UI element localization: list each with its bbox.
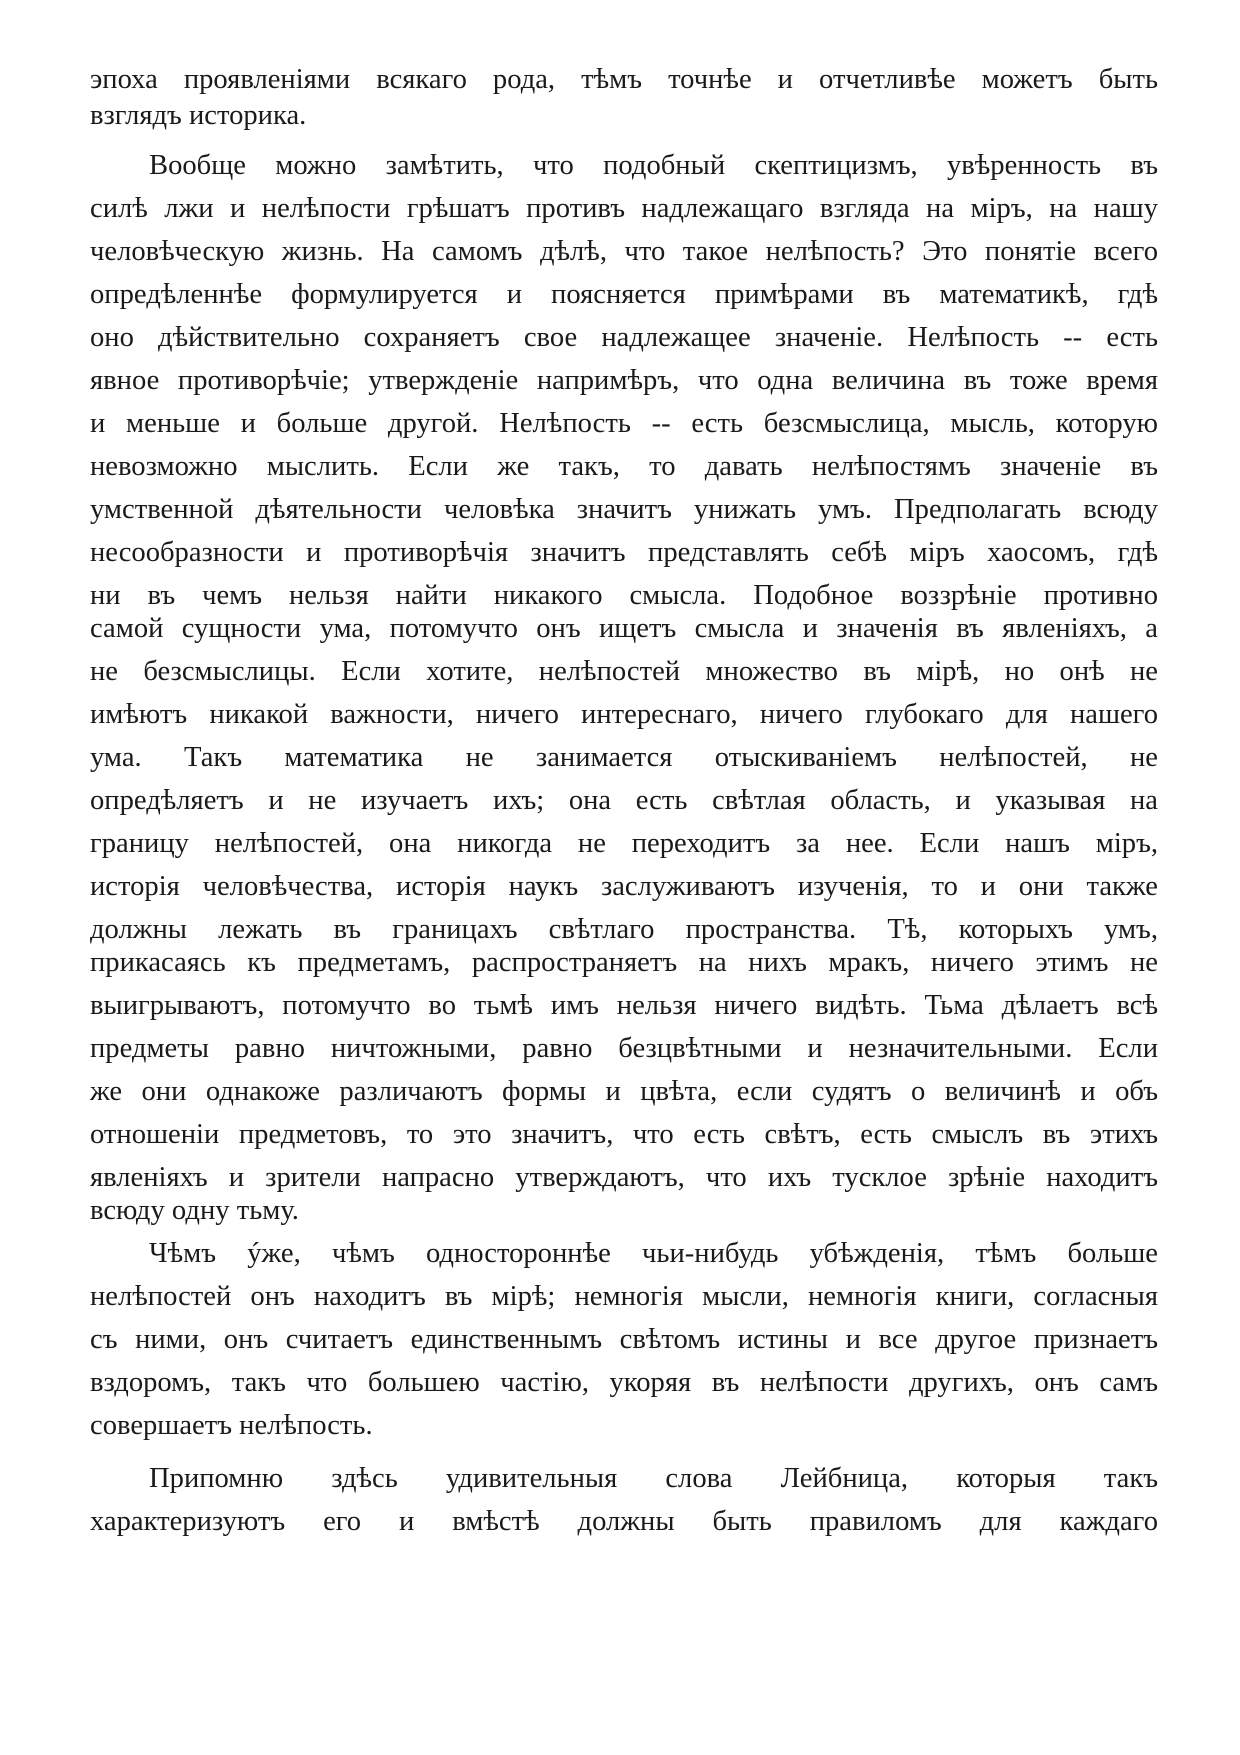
text-line: и меньше и больше другой. Нелѣпость -- есть безсмыслица, мысль, которую (90, 408, 1158, 439)
text-line: несообразности и противорѣчія значитъ представлять себѣ міръ хаосомъ, гдѣ (90, 537, 1158, 568)
document-page (90, 62, 1158, 1543)
text-line: границу нелѣпостей, она никогда не переходитъ за нее. Если нашъ міръ, (90, 828, 1158, 859)
text-line: Чѣмъ ýже, чѣмъ одностороннѣе чьи-нибудь убѣжденія, тѣмъ больше (149, 1238, 1158, 1269)
text-line: совершаетъ нелѣпость. (90, 1410, 373, 1441)
text-line: Вообще можно замѣтить, что подобный скептицизмъ, увѣренность въ (149, 150, 1158, 181)
text-line: человѣческую жизнь. На самомъ дѣлѣ, что такое нелѣпость? Это понятіе всего (90, 236, 1158, 267)
text-line: характеризуютъ его и вмѣстѣ должны быть правиломъ для каждаго (90, 1506, 1158, 1537)
text-line: имѣютъ никакой важности, ничего интереснаго, ничего глубокаго для нашего (90, 699, 1158, 730)
text-line: предметы равно ничтожными, равно безцвѣтными и незначительными. Если (90, 1033, 1158, 1064)
text-line: всюду одну тьму. (90, 1195, 299, 1226)
text-line: ума. Такъ математика не занимается отыскиваніемъ нелѣпостей, не (90, 742, 1158, 773)
text-line: силѣ лжи и нелѣпости грѣшатъ противъ надлежащаго взгляда на міръ, на нашу (90, 193, 1158, 224)
text-line: вздоромъ, такъ что большею частію, укоряя въ нелѣпости другихъ, онъ самъ (90, 1367, 1158, 1398)
text-line: не безсмыслицы. Если хотите, нелѣпостей множество въ мірѣ, но онѣ не (90, 656, 1158, 687)
text-line: оно дѣйствительно сохраняетъ свое надлежащее значеніе. Нелѣпость -- есть (90, 322, 1158, 353)
text-line: умственной дѣятельности человѣка значитъ унижать умъ. Предполагать всюду (90, 494, 1158, 525)
text-line: нелѣпостей онъ находитъ въ мірѣ; немногія мысли, немногія книги, согласныя (90, 1281, 1158, 1312)
text-line: явленіяхъ и зрители напрасно утверждаютъ, что ихъ тусклое зрѣніе находитъ (90, 1162, 1158, 1193)
text-line: съ ними, онъ считаетъ единственнымъ свѣтомъ истины и все другое признаетъ (90, 1324, 1158, 1355)
text-line: исторія человѣчества, исторія наукъ заслуживаютъ изученія, то и они также (90, 871, 1158, 902)
text-line: же они однакоже различаютъ формы и цвѣта, если судятъ о величинѣ и объ (90, 1076, 1158, 1107)
text-line: должны лежать въ границахъ свѣтлаго пространства. Тѣ, которыхъ умъ, (90, 914, 1158, 945)
text-line: Припомню здѣсь удивительныя слова Лейбница, которыя такъ (149, 1463, 1158, 1494)
text-line: эпоха проявленіями всякаго рода, тѣмъ точнѣе и отчетливѣе можетъ быть (90, 64, 1158, 95)
text-line: опредѣленнѣе формулируется и поясняется примѣрами въ математикѣ, гдѣ (90, 279, 1158, 310)
text-line: отношеніи предметовъ, то это значитъ, что есть свѣтъ, есть смыслъ въ этихъ (90, 1119, 1158, 1150)
text-line: ни въ чемъ нельзя найти никакого смысла. Подобное воззрѣніе противно (90, 580, 1158, 611)
text-line: выигрываютъ, потомучто во тьмѣ имъ нельзя ничего видѣть. Тьма дѣлаетъ всѣ (90, 990, 1158, 1021)
text-line: прикасаясь къ предметамъ, распространяетъ на нихъ мракъ, ничего этимъ не (90, 947, 1158, 978)
text-line: самой сущности ума, потомучто онъ ищетъ смысла и значенія въ явленіяхъ, а (90, 613, 1158, 644)
text-line: явное противорѣчіе; утвержденіе напримѣръ, что одна величина въ тоже время (90, 365, 1158, 396)
text-line: невозможно мыслить. Если же такъ, то давать нелѣпостямъ значеніе въ (90, 451, 1158, 482)
text-line: опредѣляетъ и не изучаетъ ихъ; она есть свѣтлая область, и указывая на (90, 785, 1158, 816)
text-line: взглядъ историка. (90, 100, 307, 131)
